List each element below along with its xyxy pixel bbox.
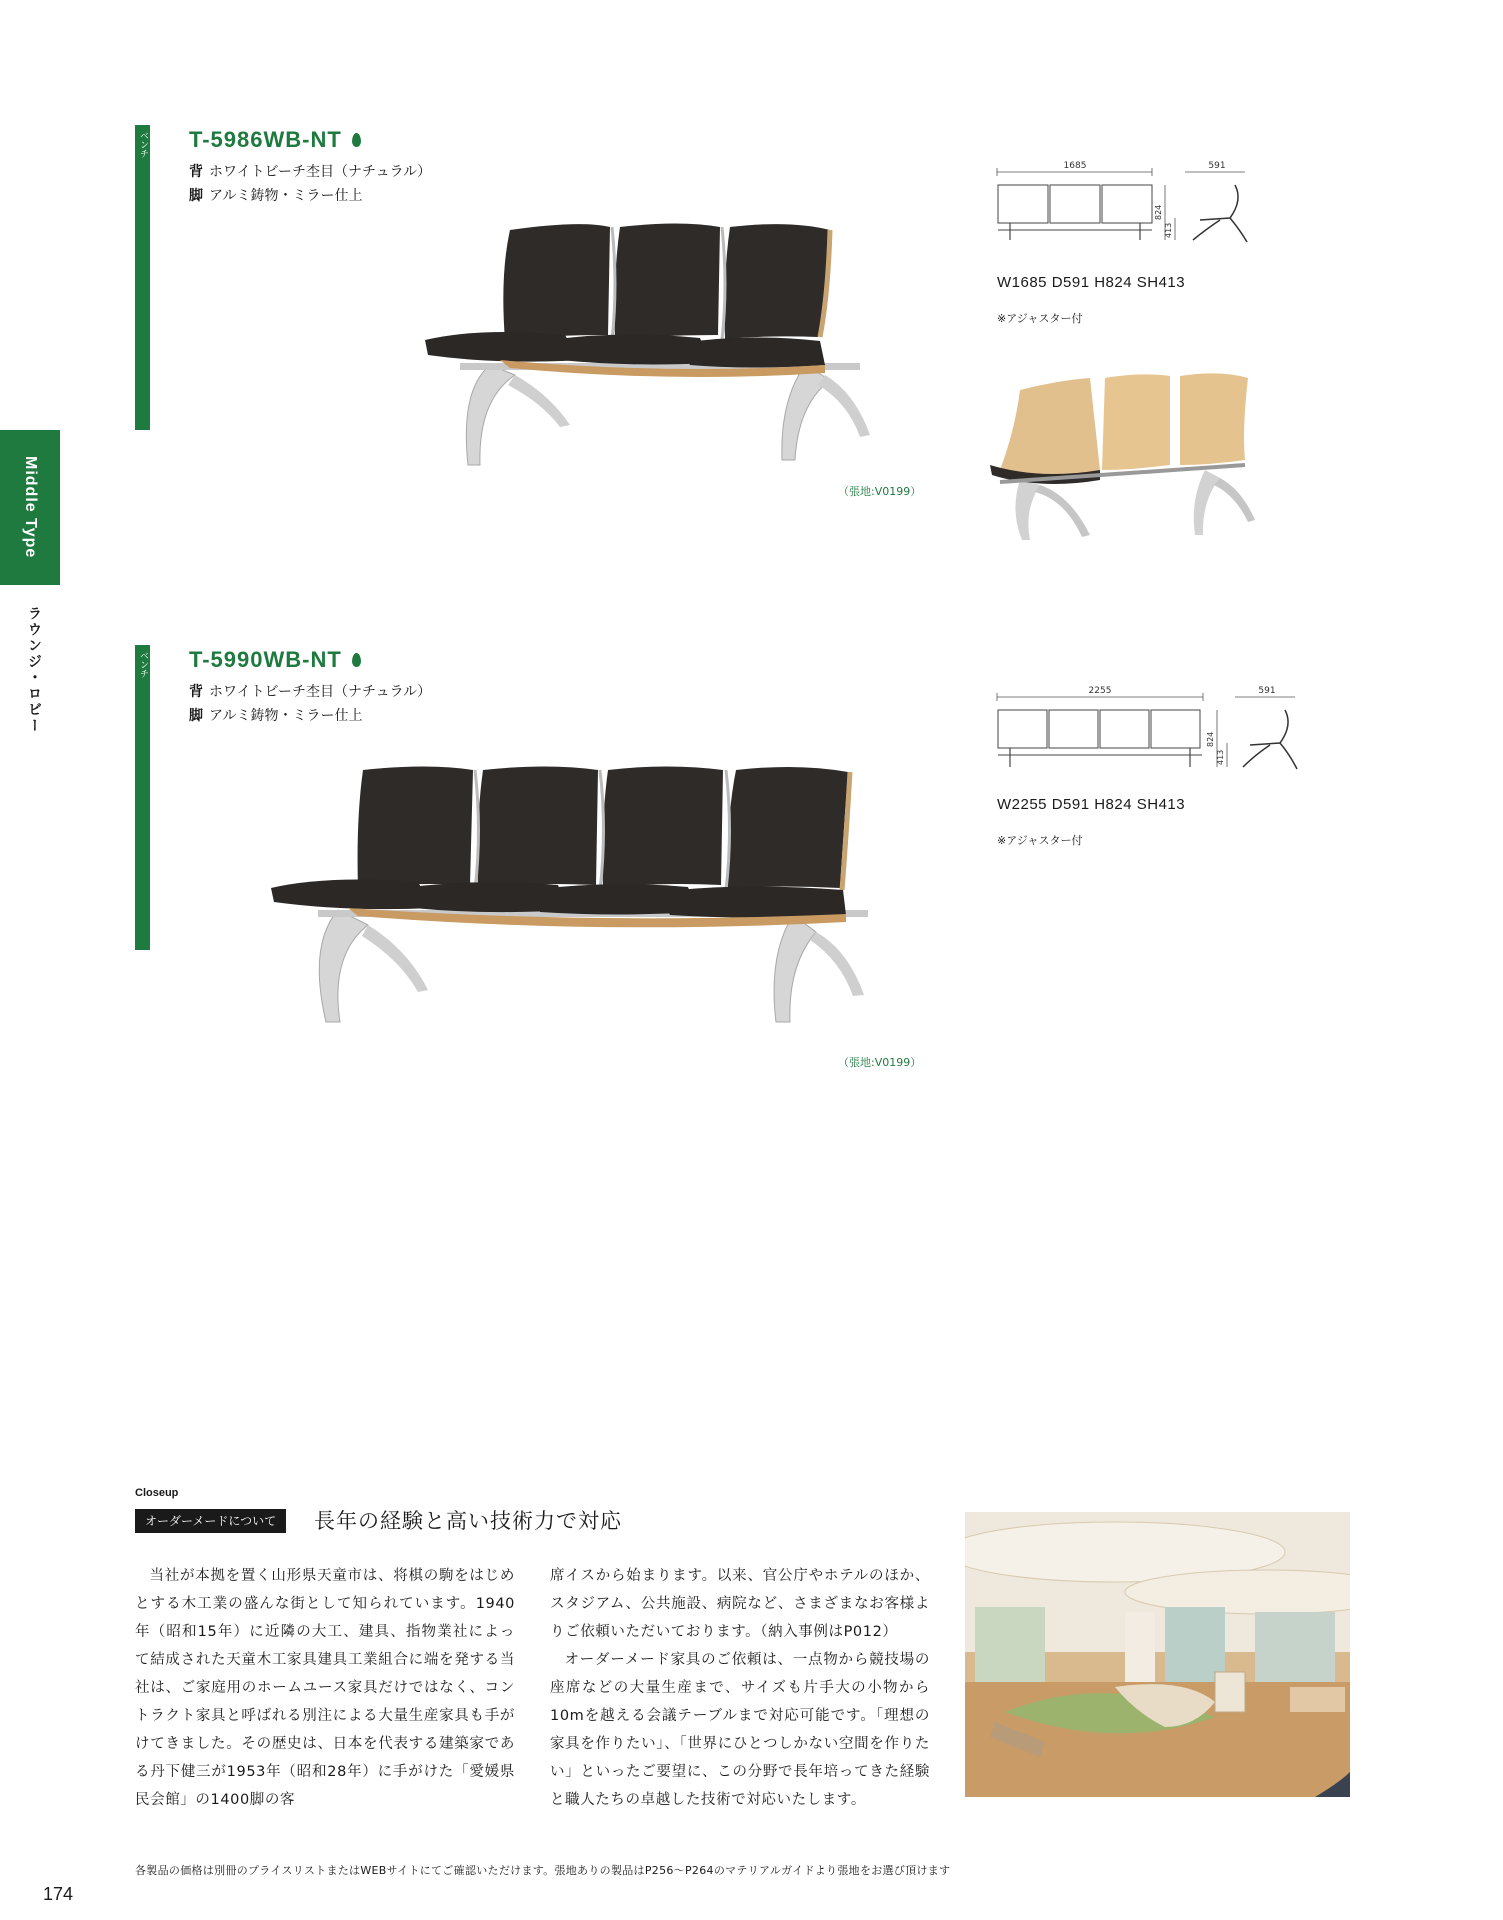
product-2-model: T-5990WB-NT xyxy=(189,647,361,673)
eco-leaf-icon xyxy=(352,133,361,147)
footer-note: 各製品の価格は別冊のプライスリストまたはWEBサイトにてご確認いただけます。張地ありの製品はP256～P264のマテリアルガイドより張地をお選び頂けます xyxy=(135,1864,951,1877)
product-2-photo xyxy=(268,760,920,1030)
product-2-fabric-caption: （張地:V0199） xyxy=(838,1056,922,1069)
bench-backs xyxy=(503,224,830,341)
product-2-spec-back: 背 ホワイトビーチ杢目（ナチュラル） xyxy=(189,684,432,700)
product-1-spec-back: 背 ホワイトビーチ杢目（ナチュラル） xyxy=(189,164,432,180)
product-1-category: ベンチ xyxy=(138,131,148,158)
closeup-interior-photo xyxy=(965,1512,1350,1797)
drawing-width-label: 2255 xyxy=(1088,686,1112,696)
product-1-bar xyxy=(135,125,150,430)
closeup-column-2 xyxy=(550,1562,930,1814)
section-tab-label: Middle Type xyxy=(22,456,39,559)
closeup-label: Closeup xyxy=(135,1487,179,1499)
product-1-model: T-5986WB-NT xyxy=(189,127,361,153)
closeup-paragraph-2: 席イスから始まります。以来、官公庁やホテルのほか、スタジアム、公共施設、病院など、さまざまなお客様よりご依頼いただいております。（納入事例はP012） xyxy=(550,1568,930,1640)
closeup-badge: オーダーメードについて xyxy=(135,1509,286,1533)
closeup-heading: 長年の経験と高い技術力で対応 xyxy=(314,1509,622,1533)
product-2-drawing xyxy=(995,685,1305,785)
drawing-width-label: 1685 xyxy=(1063,161,1087,171)
product-1-fabric-caption: （張地:V0199） xyxy=(838,485,922,498)
closeup-paragraph-3: オーダーメード家具のご依頼は、一点物から競技場の座席などの大量生産まで、サイズも片手大の小物から10mを越える会議テーブルまで対応可能です。「理想の家具を作りたい」、「世界にひとつしかない空間を作りたい」といったご要望に、この分野で長年培ってきた経験と職人たちの卓越した技術で対応いたします。 xyxy=(550,1652,930,1808)
drawing-seat-label: 413 xyxy=(1164,222,1173,238)
drawing-depth-label: 591 xyxy=(1208,161,1226,171)
product-1-dimensions: W1685 D591 H824 SH413 xyxy=(997,274,1186,291)
drawing-height-label: 824 xyxy=(1206,731,1215,747)
section-tab xyxy=(0,430,60,585)
closeup-column-1 xyxy=(135,1562,515,1814)
product-1-spec-leg: 脚 アルミ鋳物・ミラー仕上 xyxy=(189,188,363,204)
product-2-dimensions: W2255 D591 H824 SH413 xyxy=(997,796,1186,813)
drawing-depth-label: 591 xyxy=(1258,686,1276,696)
closeup-paragraph-1: 当社が本拠を置く山形県天童市は、将棋の駒をはじめとする木工業の盛んな街として知られています。1940年（昭和15年）に近隣の大工、建具、指物業社によって結成された天童木工家具建具工業組合に端を発する当社は、ご家庭用のホームユース家具だけではなく、コントラクト家具と呼ばれる別注による大量生産家具も手がけてきました。その歴史は、日本を代表する建築家である丹下健三が1953年（昭和28年）に手がけた「愛媛県民会館」の1400脚の客 xyxy=(135,1568,515,1808)
eco-leaf-icon xyxy=(352,653,361,667)
product-2-spec-leg: 脚 アルミ鋳物・ミラー仕上 xyxy=(189,708,363,724)
drawing-seat-label: 413 xyxy=(1216,749,1225,765)
product-1-note: ※アジャスター付 xyxy=(997,312,1083,325)
bench-backs xyxy=(358,767,850,891)
product-1-photo xyxy=(420,215,920,470)
product-2-category: ベンチ xyxy=(138,651,148,678)
bench-legs xyxy=(460,363,870,465)
section-category: ラウンジ・ロビー xyxy=(26,606,42,734)
product-2-note: ※アジャスター付 xyxy=(997,834,1083,847)
page-number: 174 xyxy=(43,1884,74,1904)
product-1-drawing xyxy=(995,160,1255,260)
product-2-bar xyxy=(135,645,150,950)
product-1-back-photo xyxy=(980,370,1285,545)
drawing-height-label: 824 xyxy=(1154,204,1163,220)
